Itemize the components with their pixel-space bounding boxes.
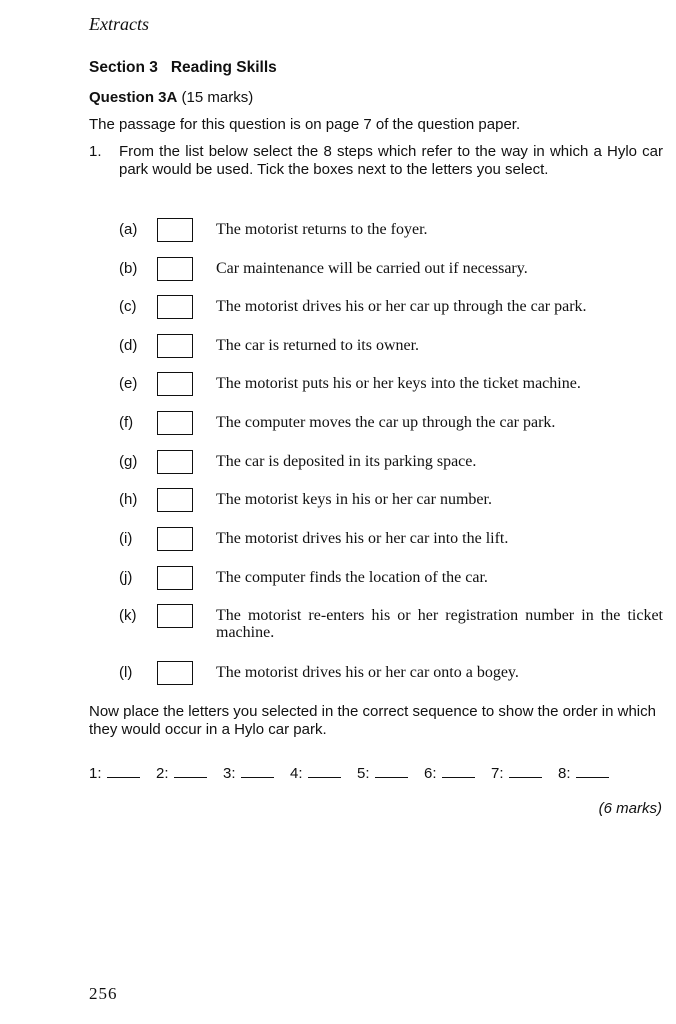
tick-box[interactable] — [157, 372, 193, 396]
option-text: The motorist returns to the foyer. — [216, 221, 428, 238]
section-title: Section 3 Reading Skills — [89, 59, 277, 76]
sequence-slot-label: 5: — [357, 765, 370, 782]
running-header: Extracts — [89, 14, 149, 34]
marks-note: (6 marks) — [598, 800, 662, 817]
question-marks: (15 marks) — [181, 89, 254, 106]
option-letter: (b) — [119, 260, 138, 277]
sequence-slot-label: 4: — [290, 765, 303, 782]
sequence-slot-label: 2: — [156, 765, 169, 782]
option-item — [0, 530, 676, 560]
question-number: Question 3A — [89, 89, 178, 106]
tick-box[interactable] — [157, 488, 193, 512]
passage-note: The passage for this question is on page 7 of the question paper. — [89, 116, 521, 133]
sequence-slot — [558, 762, 609, 782]
option-text: The motorist puts his or her keys into the ticket machine. — [216, 375, 581, 392]
sequence-answer-blank[interactable] — [442, 762, 475, 778]
sequence-slot-label: 8: — [558, 765, 571, 782]
option-item — [0, 298, 676, 328]
tick-box[interactable] — [157, 257, 193, 281]
option-text: The computer finds the location of the car. — [216, 569, 488, 586]
option-letter: (c) — [119, 298, 137, 315]
option-text: Car maintenance will be carried out if necessary. — [216, 260, 528, 277]
sequence-instruction: Now place the letters you selected in the correct sequence to show the order in which they would occur in a Hylo car park. — [89, 703, 656, 738]
sequence-answer-blank[interactable] — [509, 762, 542, 778]
option-text: The motorist drives his or her car up through the car park. — [216, 298, 587, 315]
sequence-slot — [156, 762, 207, 782]
option-letter: (i) — [119, 530, 133, 547]
option-item — [0, 569, 676, 599]
sequence-slot-label: 3: — [223, 765, 236, 782]
option-item — [0, 260, 676, 290]
option-letter: (k) — [119, 607, 137, 624]
option-letter: (a) — [119, 221, 138, 238]
option-text: The car is deposited in its parking space. — [216, 453, 477, 470]
tick-box[interactable] — [157, 450, 193, 474]
sequence-answer-blank[interactable] — [174, 762, 207, 778]
option-item — [0, 337, 676, 367]
option-text: The motorist drives his or her car onto a bogey. — [216, 664, 519, 681]
option-text: The motorist drives his or her car into the lift. — [216, 530, 509, 547]
sequence-slot — [424, 762, 475, 782]
tick-box[interactable] — [157, 334, 193, 358]
sequence-slot — [491, 762, 542, 782]
sequence-slot — [290, 762, 341, 782]
option-item — [0, 491, 676, 521]
option-item — [0, 375, 676, 405]
option-letter: (g) — [119, 453, 138, 470]
tick-box[interactable] — [157, 527, 193, 551]
option-item — [0, 607, 676, 641]
page-number: 256 — [89, 984, 118, 1003]
instruction-text: From the list below select the 8 steps which refer to the way in which a Hylo car park would be used. Tick the boxes next to the letters you select. — [119, 143, 663, 178]
sequence-answer-blank[interactable] — [375, 762, 408, 778]
option-text: The car is returned to its owner. — [216, 337, 420, 354]
option-item — [0, 453, 676, 483]
option-letter: (j) — [119, 569, 133, 586]
sequence-answer-blank[interactable] — [241, 762, 274, 778]
option-letter: (l) — [119, 664, 133, 681]
option-letter: (d) — [119, 337, 138, 354]
option-letter: (h) — [119, 491, 138, 508]
question-heading — [89, 89, 253, 106]
sequence-answer-row — [89, 762, 649, 784]
option-item — [0, 664, 676, 694]
sequence-slot — [223, 762, 274, 782]
option-text: The motorist keys in his or her car number. — [216, 491, 492, 508]
sequence-slot-label: 7: — [491, 765, 504, 782]
sequence-answer-blank[interactable] — [308, 762, 341, 778]
tick-box[interactable] — [157, 566, 193, 590]
instruction-number: 1. — [89, 143, 102, 160]
tick-box[interactable] — [157, 604, 193, 628]
sequence-answer-blank[interactable] — [576, 762, 609, 778]
tick-box[interactable] — [157, 218, 193, 242]
sequence-slot-label: 1: — [89, 765, 102, 782]
tick-box[interactable] — [157, 411, 193, 435]
sequence-answer-blank[interactable] — [107, 762, 140, 778]
option-item — [0, 221, 676, 251]
tick-box[interactable] — [157, 661, 193, 685]
option-item — [0, 414, 676, 444]
sequence-slot — [357, 762, 408, 782]
tick-box[interactable] — [157, 295, 193, 319]
option-letter: (e) — [119, 375, 138, 392]
sequence-slot — [89, 762, 140, 782]
option-letter: (f) — [119, 414, 134, 431]
sequence-slot-label: 6: — [424, 765, 437, 782]
option-text: The motorist re-enters his or her registration number in the ticket machine. — [216, 607, 663, 641]
option-text: The computer moves the car up through the car park. — [216, 414, 556, 431]
